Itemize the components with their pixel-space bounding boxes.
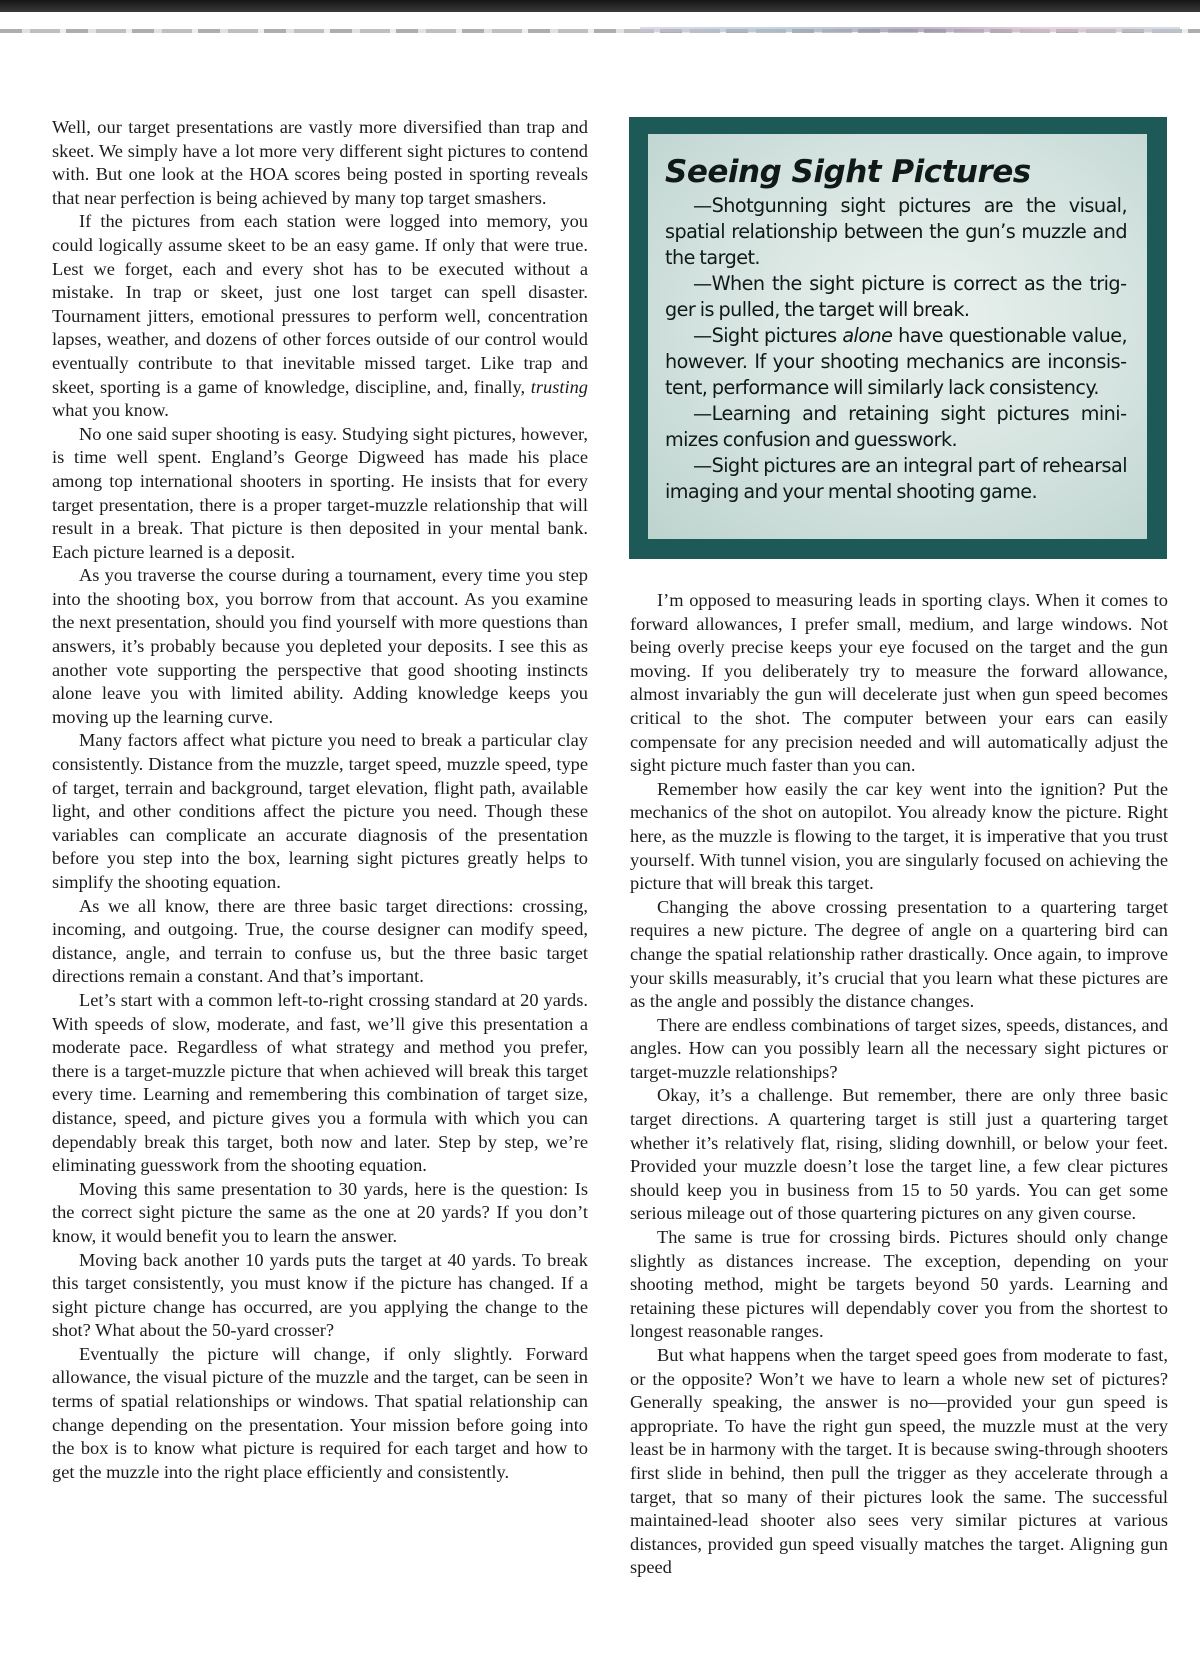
sidebar-point: —Learning and retaining sight pictures minimizes confusion and guesswork. <box>665 402 1127 451</box>
right-paragraph: Changing the above crossing presentation to a quartering target requires a new picture. The degree of angle on a quartering bird can change the spatial relationship rather drastically. Once again, to improve your skills measurably, it’s crucial that you learn what these pictures are as the angle and possibly the distance changes. <box>630 896 1168 1012</box>
sidebar-point: —When the sight picture is correct as the trigger is pulled, the target will break. <box>665 272 1127 321</box>
sidebar-point: —Sight pictures are an integral part of rehearsal imaging and your mental shooting game. <box>665 454 1127 503</box>
sidebar-body <box>665 193 1127 505</box>
right-paragraph: But what happens when the target speed goes from moderate to fast, or the opposite? Won’t we have to learn a whole new set of pictures? Generally speaking, the answer is no—provided your gun speed is appropriate. To have the right gun speed, the muzzle must at the very least be in harmony with the target. It is because swing-through shooters first slide in behind, then pull the trigger as they accelerate through a target, that so many of their pictures look the same. The successful maintained-lead shooter also sees very similar pictures at various distances, provided gun speed visually matches the target. Aligning gun speed <box>630 1345 1168 1578</box>
sidebar-panel <box>648 134 1147 539</box>
sidebar-point: —Sight pictures alone have questionable value, however. If your shooting mechanics are inconsistent, performance will similarly lack consistency. <box>665 324 1127 399</box>
left-paragraph: If the pictures from each station were logged into memory, you could logically assume skeet to be an easy game. If only that were true. Lest we forget, each and every shot has to be executed without a mistake. In trap or skeet, just one lost target can spell disaster. Tournament jitters, emotional pressures to perform well, concentration lapses, weather, and dozens of other forces outside of our control would eventually contribute to that inevitable missed target. Like trap and skeet, sporting is a game of knowledge, discipline, and, finally, trusting what you know. <box>52 211 588 421</box>
left-paragraph: Moving this same presentation to 30 yards, here is the question: Is the correct sight picture the same as the one at 20 yards? If you don’t know, it would benefit you to learn the answer. <box>52 1178 588 1246</box>
emphasis-alone: alone <box>842 324 893 347</box>
scan-top-edge <box>0 0 1200 12</box>
right-paragraph: The same is true for crossing birds. Pictures should only change slightly as distances increase. The exception, depending on your shooting method, might be targets beyond 50 yards. Learning and retaining these pictures will dependably cover you from the shortest to longest reasonable ranges. <box>630 1227 1168 1342</box>
sidebar-box <box>629 117 1167 559</box>
right-paragraph: Okay, it’s a challenge. But remember, there are only three basic target directions. A quartering target is still just a quartering target whether it’s relatively flat, rising, sliding downhill, or below your feet. Provided your muzzle doesn’t lose the target line, a few clear pictures should keep you in business from 15 to 50 yards. You can get some serious mileage out of those quartering pictures on any given course. <box>630 1085 1168 1224</box>
scan-color-bar <box>640 27 1180 32</box>
sidebar-title: Seeing Sight Pictures <box>665 154 1031 190</box>
sidebar-point: —Shotgunning sight pictures are the visual, spatial relationship between the gun’s muzzle and the target. <box>665 194 1127 269</box>
left-paragraph: As we all know, there are three basic target directions: crossing, incoming, and outgoing. True, the course designer can modify speed, distance, angle, and terrain to confuse us, but the three basic target directions remain a constant. And that’s important. <box>52 895 588 987</box>
left-paragraph: Eventually the picture will change, if only slightly. Forward allowance, the visual picture of the muzzle and the target, can be seen in terms of spatial relationships or windows. That spatial relationship can change depending on the presentation. Your mission before going into the box is to know what picture is required for each target and how to get the muzzle into the right place efficiently and consistently. <box>52 1343 588 1482</box>
right-paragraph: I’m opposed to measuring leads in sporting clays. When it comes to forward allowances, I prefer small, medium, and large windows. Not being overly precise keeps your eye focused on the target and the gun moving. If you deliberately try to measure the forward allowance, almost invariably the gun will decelerate just when gun speed becomes critical to the shot. The computer between your ears can easily compensate for any precision needed and will automatically adjust the sight picture much faster than you can. <box>630 590 1168 776</box>
left-paragraph: Well, our target presentations are vastly more diversified than trap and skeet. We simply have a lot more very different sight pictures to contend with. But one look at the HOA scores being posted in sporting reveals that near perfection is being achieved by many top target smashers. <box>52 117 588 208</box>
right-paragraph: Remember how easily the car key went into the ignition? Put the mechanics of the shot on autopilot. You already know the picture. Right here, as the muzzle is flowing to the target, it is imperative that you trust yourself. With tunnel vision, you are singularly focused on achieving the picture that will break this target. <box>630 778 1168 894</box>
left-paragraph: Moving back another 10 yards puts the target at 40 yards. To break this target consistently, you must know if the picture has changed. If a sight picture change has occurred, are you applying the change to the shot? What about the 50-yard crosser? <box>52 1249 588 1341</box>
left-paragraph: As you traverse the course during a tournament, every time you step into the shooting box, you borrow from that account. As you examine the next presentation, should you find yourself with more questions than answers, it’s probably because you depleted your deposits. I see this as another vote supporting the perspective that good shooting instincts alone leave you with limited ability. Adding knowledge keeps you moving up the learning curve. <box>52 565 588 727</box>
left-paragraph: No one said super shooting is easy. Studying sight pictures, however, is time well spent. England’s George Digweed has made his place among top international shooters in sporting. He insists that for every target presentation, there is a proper target-muzzle relationship that will result in a break. That picture is then deposited in your mental bank. Each picture learned is a deposit. <box>52 423 588 562</box>
emphasis-trusting: trusting <box>530 376 588 397</box>
right-column <box>630 589 1168 1580</box>
left-paragraph: Many factors affect what picture you need to break a particular clay consistently. Distance from the muzzle, target speed, muzzle speed, type of target, terrain and background, target elevation, flight path, available light, and other conditions affect the picture you need. Though these variables can complicate an accurate diagnosis of the presentation before you step into the box, learning sight pictures greatly helps to simplify the shooting equation. <box>52 730 588 892</box>
left-paragraph: Let’s start with a common left-to-right crossing standard at 20 yards. With speeds of slow, moderate, and fast, we’ll give this presentation a moderate pace. Regardless of what strategy and method you prefer, there is a target-muzzle picture that when achieved will break this target every time. Learning and remembering this combination of target size, distance, speed, and picture gives you a formula with which you can dependably break this target, both now and later. Step by step, we’re eliminating guesswork from the shooting equation. <box>52 989 588 1176</box>
right-paragraph: There are endless combinations of target sizes, speeds, distances, and angles. How can you possibly learn all the necessary sight pictures or target-muzzle relationships? <box>630 1014 1168 1082</box>
left-column <box>52 116 588 1484</box>
